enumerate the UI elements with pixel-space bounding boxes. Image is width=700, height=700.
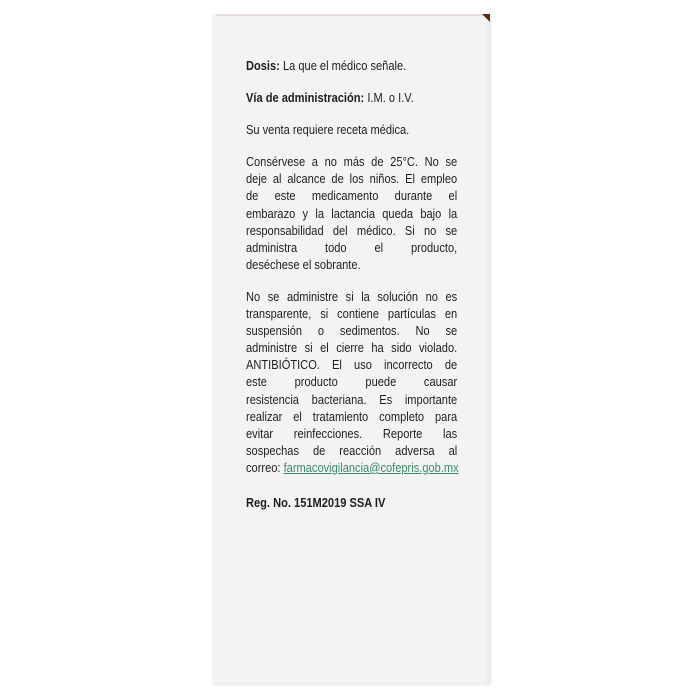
text-line: responsabilidad del médico. Si no se — [246, 223, 458, 238]
text-line: suspensión o sedimentos. No se — [246, 324, 458, 339]
text-line: este producto puede causar — [246, 375, 458, 390]
text-line: ANTIBIÓTICO. El uso incorrecto de — [246, 358, 458, 373]
storage-paragraph — [246, 154, 457, 274]
text-line: deje al alcance de los niños. El empleo — [246, 172, 458, 187]
text-line: transparente, si contiene partículas en — [246, 307, 458, 322]
label-text — [246, 58, 457, 512]
text-line: evitar reinfecciones. Reporte las — [246, 426, 458, 441]
dosis-value: La que el médico señale. — [279, 59, 407, 73]
text-line: de este medicamento durante el — [246, 189, 458, 204]
dosis-label: Dosis: — [246, 59, 280, 73]
email-line — [246, 460, 457, 477]
text-line: embarazo y la lactancia queda bajo la — [246, 206, 458, 221]
box-corner-flap — [482, 14, 490, 22]
correo-label: correo: — [246, 460, 281, 475]
via-label: Vía de administración: — [246, 91, 365, 106]
via-line — [246, 90, 457, 107]
text-line: No se administre si la solución no es — [246, 289, 458, 304]
text-line: Consérvese a no más de 25°C. No se — [246, 155, 458, 170]
registration-number: Reg. No. 151M2019 SSA IV — [246, 495, 386, 510]
text-line: administra todo el producto, — [246, 240, 458, 255]
text-line: deséchese el sobrante. — [246, 257, 361, 272]
text-line: realizar el tratamiento completo para — [246, 409, 458, 424]
text-line: sospechas de reacción adversa al — [246, 443, 458, 458]
warning-paragraph — [246, 289, 457, 477]
receta-line: Su venta requiere receta médica. — [246, 123, 410, 138]
text-line: resistencia bacteriana. Es importante — [246, 392, 458, 407]
via-value: I.M. o I.V. — [364, 91, 414, 106]
email-link[interactable]: farmacovigilancia@cofepris.gob.mx — [283, 460, 459, 475]
text-line: administre si el cierre ha sido violado. — [246, 341, 458, 356]
box-top-edge — [216, 14, 486, 16]
dosis-line — [246, 58, 457, 75]
